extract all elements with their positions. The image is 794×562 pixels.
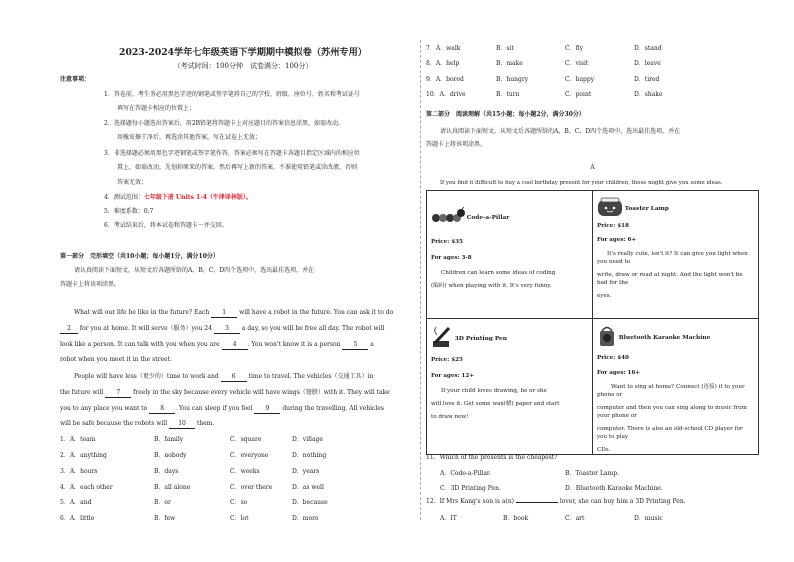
caterpillar-toy-icon [431,207,465,228]
passage-line: look like a person. It can talk with you when you are 4 . You won't know it is a person 5 a [60,341,374,348]
note-line: 2．选择题每小题选出答案后，用2B铅笔将答题卡上对应题目的答案信息涂黑，如需改动， [104,120,345,127]
option-d: D．Bluetooth Karaoke Machine. [565,485,663,492]
note-scope [104,194,252,202]
product-table [426,190,759,455]
product-desc: computer. There is also an old-school CD player for you to play [597,426,743,440]
blank-8: 8 [149,405,175,414]
product-name: Bluetooth Karaoke Machine [618,335,711,341]
product-desc: to draw now! [431,414,469,420]
passage-line: People will have less（更少的）time to work and 6 time to travel. The vehicles（交通工具）in [74,373,374,380]
product-card [593,191,759,319]
blank-9: 9 [254,405,280,414]
product-card [593,319,759,455]
note-scope-prefix: 4．测试范围： [104,194,144,201]
product-ages: For ages: 16+ [597,370,641,376]
section2-instruction: 答题卡上将该项涂黑。 [426,141,487,148]
product-price: Price: $25 [431,357,463,363]
passage-line: What will our life be like in the future? Each 1 will have a robot in the future. You can ask it to do [74,309,394,316]
question-12: 12．If Mrs Kang's son is a(n) lover, she can buy him a 3D Printing Pen. [426,498,686,505]
option-b: B．Toaster Lamp. [565,470,619,477]
page-subtitle: （考试时间：100分钟 试卷满分：100分） [173,62,313,70]
note-line: 答案无效； [117,179,148,186]
section1-instruction: 请认真阅读下面短文，从短文后各题所给的A、B、C、D四个选项中，选出最佳选项，并在 [74,267,315,274]
option-a: A．IT [440,515,457,522]
product-ages: For ages: 3-8 [431,255,472,261]
option-b: B．book [503,515,529,522]
section2-heading: 第二部分 阅读理解（共15小题；每小题2分，满分30分） [426,111,585,118]
product-price: Price: $18 [597,223,629,229]
question-11: 11．Which of the presents is the cheapest? [426,454,558,461]
section2-instruction: 请认真阅读下面短文，从短文后各题所给的A、B、C、D四个选项中，选出最佳选项，并在 [440,128,681,135]
product-price: Price: $40 [597,355,629,361]
note-line: 置上，如需改动，先划掉原来的答案，然后再写上新的答案，不准使用铅笔或涂改液，否则 [117,164,358,171]
product-card [427,191,593,319]
note-difficulty: 5．难度系数：0.7 [104,208,154,215]
note-end: 6．考试结束后，将本试卷和答题卡一并交回。 [104,222,228,229]
option-c: C．3D Printing Pen. [440,485,501,492]
passage-line: 2 for you at home. It will serve（服务）you 24 3 a day, so you will be free all day. The robot will [60,325,384,334]
column-divider [420,40,421,520]
toaster-lamp-icon [597,197,623,220]
product-name: 3D Printing Pen [454,336,507,342]
blank-1: 1 [211,309,237,318]
blank-4: 4 [222,341,248,350]
option-d: D．music [634,515,663,522]
note-line: 用橡皮擦干净后，再选涂其他答案，写在试卷上无效； [117,134,262,141]
product-desc: computer and then you can sing along to music from your phone or [597,405,747,419]
3d-pen-icon [431,325,453,352]
blank-3: 3 [214,325,240,334]
product-ages: For ages: 12+ [431,373,475,379]
passage-line: the future will 7 freely in the sky because every vehicle will have wings（翅膀）with it. They will take [60,389,390,396]
passage-line: will be safe because the robots will 10 them. [60,420,215,427]
answer-blank [516,502,558,503]
section1-heading: 第一部分 完形填空（共10小题；每小题1分，满分10分） [60,253,219,260]
karaoke-speaker-icon [597,325,617,350]
note-line: 1．答卷前，考生务必用黑色字迹的钢笔或签字笔将自己的学校、班级、座位号、姓名和考试证号 [104,91,360,98]
product-price: Price: $35 [431,239,463,245]
product-desc: eyes. [597,293,612,299]
product-card [427,319,593,455]
left-column: 2023-2024学年七年级英语下学期期中模拟卷（苏州专用） （考试时间：100分钟 试卷满分：100分） 注意事项： 1．答卷前，考生务必用黑色字迹的钢笔或签字笔将自己的学校、班级、座位号、姓名和考试证号 填写在答题卡相应的位置上； 2．选择题每小题选出答案后，用2B铅笔将答题卡上对应题目的答案信息涂黑，如需改动， 用橡皮擦干净后，再选涂其他答案，写在试卷上无效； 3．非选择题必须用黑色字迹钢笔或签字笔作答，答案必须写在答题卡各题目指定区域内的相应位 置上，如需改动，先划掉原来的答案，然后再写上新的答案，不准使用铅笔或涂改液，否则 答案无效； 4．测试范围：七年级下册 Units 1-4（牛津译林版）。 5．难度系数：0.7 6．考试结束后，将本试卷和答题卡一并交回。 第一部分 完形填空（共10小题；每小题1分，满分10分） 请认真阅读下面短文，从短文后各题所给的A、B、C、D四个选项中，选出最佳选项，并在 答题卡上将该项涂黑。 What will our life be like in the future? Each 1 will have a robot in the future. You can ask it to do 2 for you at home. It will serve（服务）you 24 3 a day, so you will be free all day. The robot will look like a person. It can talk with you when you are 4 . You won't know it is a person 5 a robot when you meet it in the street. People will have less（更少的）time to work and 6 time to travel. The vehicles（交通工具）in the future will 7 freely in the sky because every vehicle will have wings（翅膀）with it. They will take you to any place you want to 8 . You can sleep if you feel 9 during the travelling. All vehicles will be safe because the robots will 10 them. 1．A．team B．family C．square D．village 2．A．anything B．nobody C．everyone D．nothing 3．A．hours B．days C．weeks D．years 4．A．each other B．all alone C．over there D．as well 5．A．and B．or C．so D．because 6．A．little B．few C．lot D．more [68,0,418,562]
product-name: Toaster Lamp [624,206,669,212]
passage-line: robot when you meet it in the street. [60,356,172,363]
option-c: C．art [565,515,585,522]
page-title: 2023-2024学年七年级英语下学期期中模拟卷（苏州专用） [119,47,367,58]
option-a: A．Code-a-Pillar. [440,470,492,477]
blank-7: 7 [105,389,131,398]
product-desc: It's really cute, isn't it? It can give you light when you need to [597,251,748,265]
right-column: 7．A．walk B．sit C．fly D．stand 8．A．help B．make C．visit D．leave 9．A．bored B．hungry C．happy D．tired 10．A．drive B．turn C．point D．shake 第二部分 阅读理解（共15小题；每小题2分，满分30分） 请认真阅读下面短文，从短文后各题所给的A、B、C、D四个选项中，选出最佳选项，并在 答题卡上将该项涂黑。 A If you find it difficult to buy a cool birthday present for your children, these might give you some ideas. Code-a-Pillar Price: $35 For ages: 3-8 Children can learn some ideas of coding (编码) when playing with it. It's very funny. Toaster Lamp Price: $18 For ages: 6+ It's really cute, isn't it? It can give you light when you need to write, draw or read at night. And the light won't be bad for the eyes. 3D Printing Pen Price: $25 For ages: 12+ If your child loves drawing, he or she will love it. Get some wax(蜡) paper and start to draw now! Bluetooth Karaoke Machine Price: $40 For ages: 16+ Want to sing at home? Connect (连接) it to your phone or computer and then you can sing along to music from your phone or computer. There is also an old-school CD player for you to play CDs. 11．Which of the presents is the cheapest? A．Code-a-Pillar. B．Toaster Lamp. C．3D Printing Pen. D．Bluetooth Karaoke Machine. 12．If Mrs Kang's son is a(n) lover, she can buy him a 3D Printing Pen. A．IT B．book C．art D．music [426,0,761,562]
product-ages: For ages: 6+ [597,237,637,243]
product-desc: If your child loves drawing, he or she [441,388,547,394]
note-line: 3．非选择题必须用黑色字迹钢笔或签字笔作答，答案必须写在答题卡各题目指定区域内的相应位 [104,150,360,157]
section1-instruction: 答题卡上将该项涂黑。 [60,281,121,288]
product-desc: CDs. [597,447,611,453]
blank-6: 6 [221,373,247,382]
blank-2: 2 [60,325,78,334]
note-line: 填写在答题卡相应的位置上； [117,105,196,112]
product-desc: will love it. Get some wax(蜡) paper and start [431,401,560,407]
passage-label: A [590,164,595,171]
notes-heading: 注意事项： [60,76,91,83]
blank-5: 5 [342,341,368,350]
product-desc: Want to sing at home? Connect (连接) it to your phone or [597,384,745,398]
passage-line: you to any place you want to 8 . You can sleep if you feel 9 during the travelling. All vehicles [60,405,384,412]
product-desc: (编码) when playing with it. It's very funny. [431,283,552,289]
blank-10: 10 [169,420,195,429]
product-desc: write, draw or read at night. And the light won't be bad for the [597,272,743,286]
passage-intro: If you find it difficult to buy a cool birthday present for your children, these might give you some ideas. [440,180,723,186]
note-scope-value: 七年级下册 Units 1-4（牛津译林版）。 [143,194,252,201]
product-desc: Children can learn some ideas of coding [441,270,556,276]
product-name: Code-a-Pillar [466,215,510,221]
